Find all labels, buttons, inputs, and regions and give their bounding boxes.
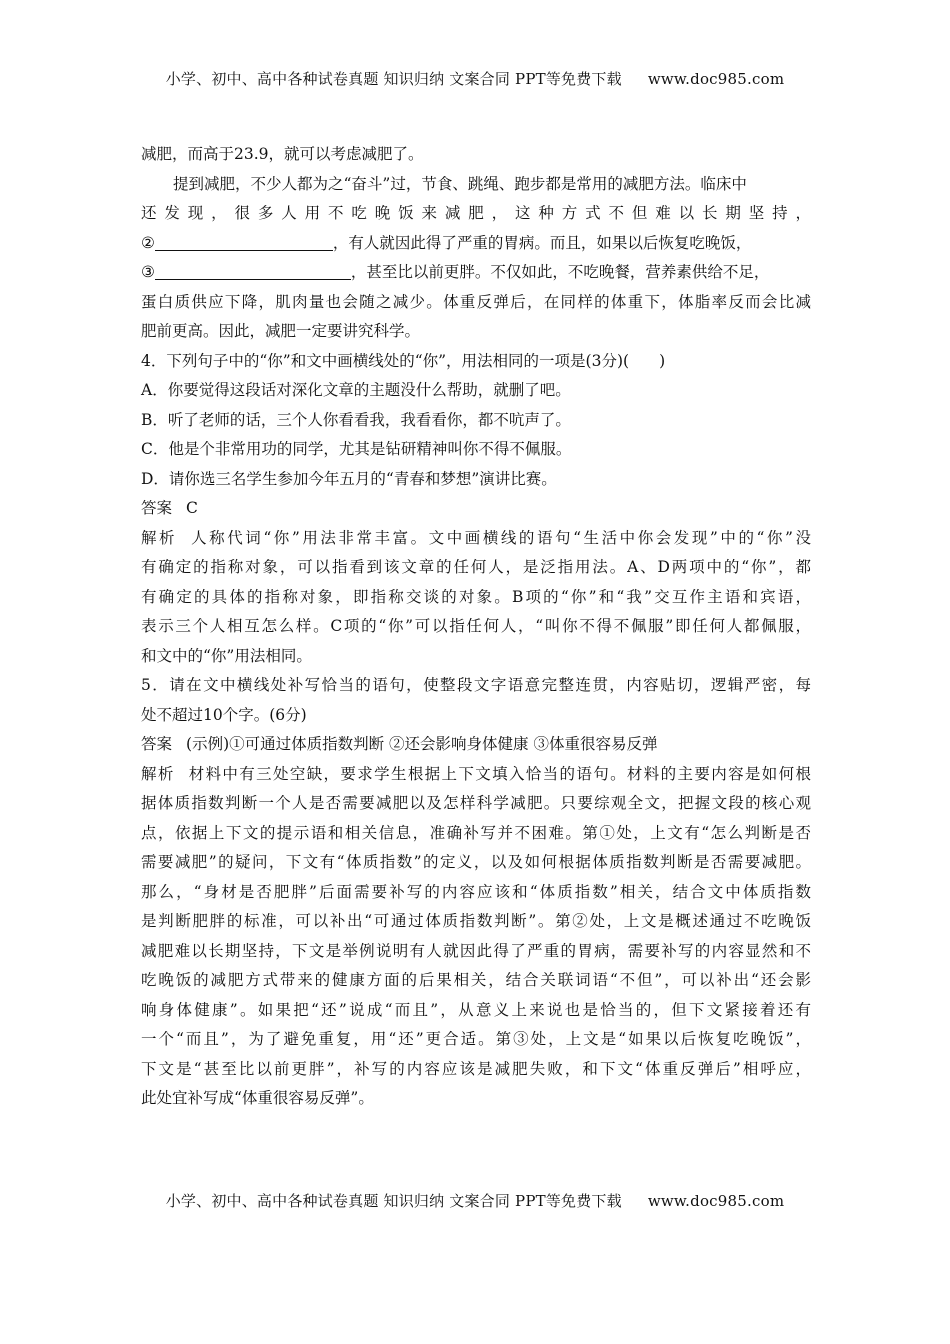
page-footer <box>0 1190 950 1211</box>
q5-analysis-line: 响身体健康”。如果把“还”说成“而且”，从意义上来说也是恰当的，但下文紧接着还有 <box>141 1000 811 1019</box>
blank-marker: ② <box>141 233 155 252</box>
q4-analysis-line <box>141 524 811 554</box>
analysis-label: 解析 <box>141 764 175 783</box>
fill-blank <box>155 261 351 280</box>
answer-label: 答案 <box>141 735 173 753</box>
footer-url[interactable]: www.doc985.com <box>647 1192 785 1210</box>
passage-line-blank2 <box>141 229 811 259</box>
q5-analysis-line: 点，依据上下文的提示语和相关信息，准确补写并不困难。第①处，上文有“怎么判断是否 <box>141 823 811 842</box>
q5-analysis-line: 吃晚饭的减肥方式带来的健康方面的后果相关，结合关联词语“不但”，可以补出“还会影 <box>141 971 811 989</box>
q5-analysis-line: 据体质指数判断一个人是否需要减肥以及怎样科学减肥。只要综观全文，把握文段的核心观 <box>141 794 811 812</box>
passage-line: 蛋白质供应下降，肌肉量也会随之减少。体重反弹后，在同样的体重下，体脂率反而会比减 <box>141 292 811 311</box>
passage-line: 提到减肥，不少人都为之“奋斗”过，节食、跳绳、跑步都是常用的减肥方法。临床中 <box>173 174 747 193</box>
passage-line: 还发现，很多人用不吃晚饭来减肥，这种方式不但难以长期坚持， <box>141 204 811 222</box>
q5-analysis-line: 下文是“甚至比以前更胖”，补写的内容应该是减肥失败，和下文“体重反弹后”相呼应， <box>141 1059 811 1078</box>
q5-analysis-line: 减肥难以长期坚持，下文是举例说明有人就因此得了严重的胃病，需要补写的内容显然和不 <box>141 941 811 960</box>
q5-analysis-line: 是判断肥胖的标准，可以补出“可通过体质指数判断”。第②处，上文是概述通过不吃晚饭 <box>141 912 811 930</box>
answer-label: 答案 <box>141 499 173 517</box>
q4-option-a: A．你要觉得这段话对深化文章的主题没什么帮助，就删了吧。 <box>141 381 571 399</box>
passage-line: 肥前更高。因此，减肥一定要讲究科学。 <box>141 322 421 340</box>
footer-text: 小学、初中、高中各种试卷真题 知识归纳 文案合同 PPT等免费下载 <box>165 1192 622 1210</box>
q4-option-d: D．请你选三名学生参加今年五月的“青春和梦想”演讲比赛。 <box>141 469 557 488</box>
document-body <box>141 140 811 1114</box>
answer-value: (示例)①可通过体质指数判断 ②还会影响身体健康 ③体重很容易反弹 <box>186 735 658 753</box>
passage-line-blank3 <box>141 258 811 288</box>
q4-stem-close: ) <box>659 351 666 370</box>
q4-analysis-line: 表示三个人相互怎么样。C项的“你”可以指任何人，“叫你不得不佩服”即任何人都佩服， <box>141 617 811 635</box>
passage-text: ，甚至比以前更胖。不仅如此，不吃晚餐，营养素供给不足， <box>350 263 770 281</box>
analysis-text: 人称代词“你”用法非常丰富。文中画横线的语句“生活中你会发现”中的“你”没 <box>191 528 811 547</box>
q5-analysis-line: 那么，“身材是否肥胖”后面需要补写的内容应该和“体质指数”相关，结合文中体质指数 <box>141 882 811 901</box>
q5-analysis-line: 需要减肥”的疑问，下文有“体质指数”的定义，以及如何根据体质指数判断是否需要减肥。 <box>141 853 811 871</box>
q4-stem-text: 4．下列句子中的“你”和文中画横线处的“你”，用法相同的一项是(3分)( <box>141 351 630 370</box>
q5-analysis-line: 此处宜补写成“体重很容易反弹”。 <box>141 1089 374 1107</box>
header-text: 小学、初中、高中各种试卷真题 知识归纳 文案合同 PPT等免费下载 <box>165 70 622 88</box>
q5-answer <box>141 730 811 760</box>
passage-text: ，有人就因此得了严重的胃病。而且，如果以后恢复吃晚饭， <box>332 233 752 252</box>
page-header <box>0 68 950 89</box>
q4-analysis-line: 有确定的指称对象，可以指看到该文章的任何人，是泛指用法。A、D两项中的“你”，都 <box>141 558 811 576</box>
q5-stem: 5．请在文中横线处补写恰当的语句，使整段文字语意完整连贯，内容贴切，逻辑严密，每 <box>141 676 811 694</box>
q5-stem: 处不超过10个字。(6分) <box>141 705 307 724</box>
q4-answer <box>141 494 811 524</box>
fill-blank <box>155 232 333 251</box>
q4-analysis-line: 和文中的“你”用法相同。 <box>141 646 312 665</box>
q5-analysis-line <box>141 760 811 790</box>
q5-analysis-line: 一个“而且”，为了避免重复，用“还”更合适。第③处，上文是“如果以后恢复吃晚饭”， <box>141 1030 811 1048</box>
header-url[interactable]: www.doc985.com <box>647 70 785 88</box>
blank-marker: ③ <box>141 263 155 281</box>
analysis-text: 材料中有三处空缺，要求学生根据上下文填入恰当的语句。材料的主要内容是如何根 <box>188 764 811 783</box>
q4-option-c: C．他是个非常用功的同学，尤其是钻研精神叫你不得不佩服。 <box>141 440 572 458</box>
q4-option-b: B．听了老师的话，三个人你看看我，我看看你，都不吭声了。 <box>141 410 571 429</box>
q4-analysis-line: 有确定的具体的指称对象，即指称交谈的对象。B项的“你”和“我”交互作主语和宾语， <box>141 587 811 606</box>
analysis-label: 解析 <box>141 528 178 547</box>
q4-stem <box>141 347 811 377</box>
passage-line: 减肥，而高于23.9，就可以考虑减肥了。 <box>141 145 424 163</box>
answer-value: C <box>186 499 198 517</box>
